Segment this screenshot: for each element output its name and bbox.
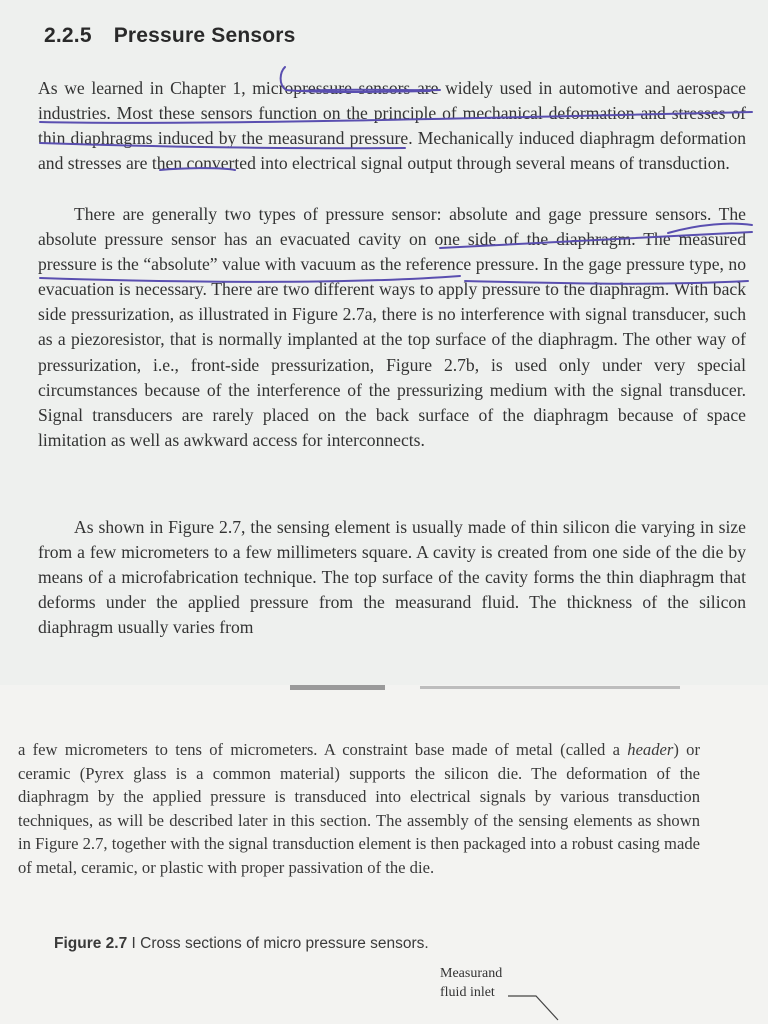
running-header-fragment xyxy=(280,683,700,693)
figure-caption xyxy=(54,935,429,953)
continuation-text-start: a few micrometers to tens of micrometers. A constraint base made of metal (called a xyxy=(18,740,628,759)
paragraph-sensing-element: As shown in Figure 2.7, the sensing element is usually made of thin silicon die varying in size from a few micrometers to a few millimeters square. A cavity is created from one side of the die by means of a microfabrication technique. The top surface of the cavity forms the thin diaphragm that deforms under the applied pressure from the measurand fluid. The thickness of the silicon diaphragm usually varies from xyxy=(38,517,746,638)
continuation-text-end: ) or ceramic (Pyrex glass is a common material) supports the silicon die. The deformation of the diaphragm by the applied pressure is transduced into electrical signals by various transduction techniques, as will be described later in this section. The assembly of the sensing elements as shown in Figure 2.7, together with the signal transduction element is then packaged into a robust casing made of metal, ceramic, or plastic with proper passivation of the die. xyxy=(18,740,700,877)
section-title: Pressure Sensors xyxy=(113,24,296,47)
annotation-line-2: fluid inlet xyxy=(440,985,495,1000)
caption-separator: I xyxy=(131,935,136,952)
paragraph-continuation xyxy=(18,738,700,880)
annotation-line-1: Measurand xyxy=(440,966,503,981)
annotation-leader-line xyxy=(500,988,560,1024)
caption-text: Cross sections of micro pressure sensors. xyxy=(140,935,429,952)
paragraph-sensor-types: There are generally two types of pressure sensor: absolute and gage pressure sensors. The absolute pressure sensor has an evacuated cavity on one side of the diaphragm. The measured pressure is the “absolute” value with vacuum as the reference pressure. In the gage pressure type, no evacuation is necessary. There are two different ways to apply pressure to the diaphragm. With back side pressurization, as illustrated in Figure 2.7a, there is no interference with signal transducer, such as a piezoresistor, that is normally implanted at the top surface of the diaphragm. The other way of pressurization, i.e., front-side pressurization, Figure 2.7b, is used only under very special circumstances because of the interference of the pressurizing medium with the signal transducer. Signal transducers are rarely placed on the back surface of the diaphragm because of space limitation as well as awkward access for interconnects. xyxy=(38,204,746,450)
paragraph-intro: As we learned in Chapter 1, micropressure sensors are widely used in automotive and aerospace industries. Most these sensors function on the principle of mechanical deformation and stresses of thin diaphragms induced by the measurand pressure. Mechanically induced diaphragm deformation and stresses are then converted into electrical signal output through several means of transduction. xyxy=(38,78,746,174)
term-header: header xyxy=(627,740,674,759)
figure-number: Figure 2.7 xyxy=(54,935,128,952)
section-heading xyxy=(44,24,318,48)
section-number: 2.2.5 xyxy=(44,24,92,47)
figure-annotation xyxy=(440,964,502,1002)
